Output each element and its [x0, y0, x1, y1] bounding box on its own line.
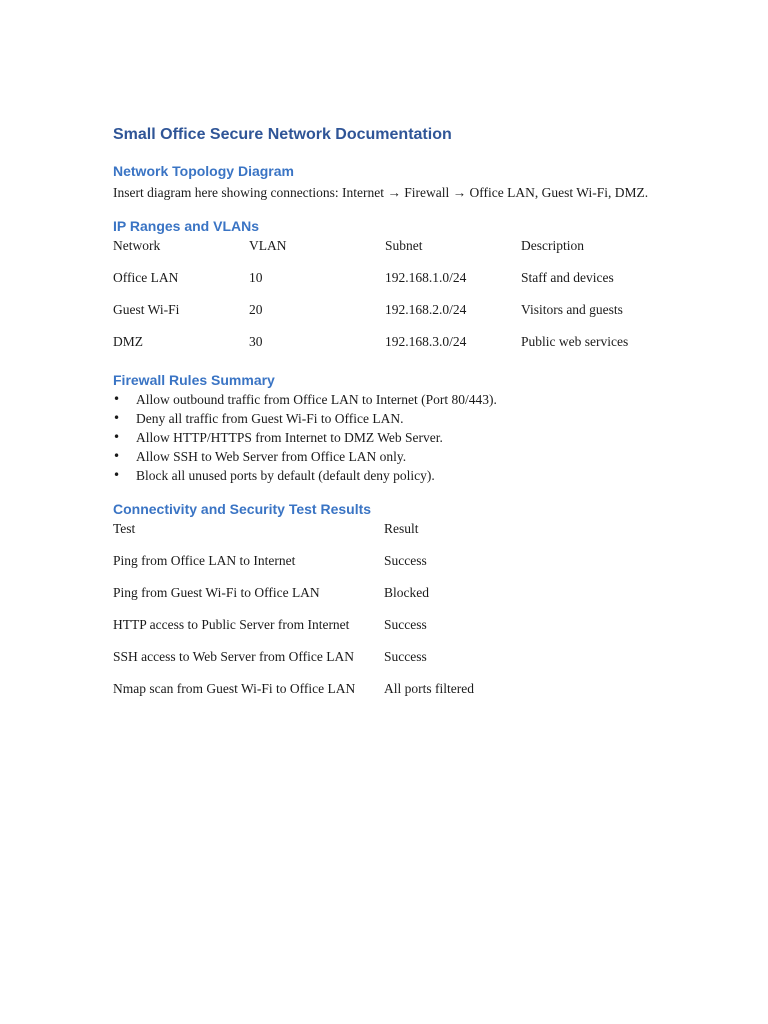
document-title: Small Office Secure Network Documentation [113, 126, 452, 143]
rule-text: Allow SSH to Web Server from Office LAN only. [136, 449, 407, 464]
list-item [113, 390, 658, 409]
bullet-icon: • [113, 449, 121, 463]
rule-text: Deny all traffic from Guest Wi-Fi to Office LAN. [136, 411, 404, 426]
table-cell: SSH access to Web Server from Office LAN [113, 649, 354, 664]
list-item [113, 447, 658, 466]
table-cell: Guest Wi-Fi [113, 302, 180, 317]
table-cell: 192.168.2.0/24 [385, 302, 467, 317]
ip-ranges-heading: IP Ranges and VLANs [113, 218, 260, 234]
table-cell: 30 [249, 334, 263, 349]
topology-heading: Network Topology Diagram [113, 163, 294, 179]
bullet-icon: • [113, 468, 121, 482]
table-cell: Success [384, 553, 427, 568]
col-header-subnet: Subnet [385, 238, 423, 253]
table-cell: Success [384, 649, 427, 664]
firewall-rules-list [113, 390, 658, 485]
col-header-description: Description [521, 238, 584, 253]
table-cell: Visitors and guests [521, 302, 623, 317]
ip-ranges-table [113, 236, 658, 364]
tests-table [113, 519, 658, 711]
tests-heading: Connectivity and Security Test Results [113, 501, 372, 517]
table-cell: Nmap scan from Guest Wi-Fi to Office LAN [113, 681, 356, 696]
table-cell: Staff and devices [521, 270, 614, 285]
bullet-icon: • [113, 411, 121, 425]
col-header-result: Result [384, 521, 419, 536]
topology-text: Insert diagram here showing connections: Internet → Firewall → Office LAN, Guest Wi-Fi, DMZ. [113, 185, 649, 200]
bullet-icon: • [113, 392, 121, 406]
col-header-vlan: VLAN [249, 238, 287, 253]
table-cell: 192.168.1.0/24 [385, 270, 467, 285]
list-item [113, 409, 658, 428]
firewall-heading: Firewall Rules Summary [113, 372, 275, 388]
table-cell: Office LAN [113, 270, 179, 285]
table-cell: Blocked [384, 585, 429, 600]
list-item [113, 428, 658, 447]
rule-text: Allow HTTP/HTTPS from Internet to DMZ Web Server. [136, 430, 443, 445]
col-header-network: Network [113, 238, 161, 253]
bullet-icon: • [113, 430, 121, 444]
table-cell: Public web services [521, 334, 629, 349]
document-page [113, 124, 658, 711]
table-cell: Success [384, 617, 427, 632]
table-cell: 192.168.3.0/24 [385, 334, 467, 349]
table-cell: DMZ [113, 334, 143, 349]
table-cell: Ping from Guest Wi-Fi to Office LAN [113, 585, 320, 600]
table-cell: All ports filtered [384, 681, 474, 696]
col-header-test: Test [113, 521, 136, 536]
table-cell: Ping from Office LAN to Internet [113, 553, 296, 568]
rule-text: Allow outbound traffic from Office LAN to Internet (Port 80/443). [136, 392, 497, 407]
rule-text: Block all unused ports by default (default deny policy). [136, 468, 435, 483]
list-item [113, 466, 658, 485]
table-cell: 20 [249, 302, 263, 317]
table-cell: HTTP access to Public Server from Internet [113, 617, 350, 632]
table-cell: 10 [249, 270, 263, 285]
